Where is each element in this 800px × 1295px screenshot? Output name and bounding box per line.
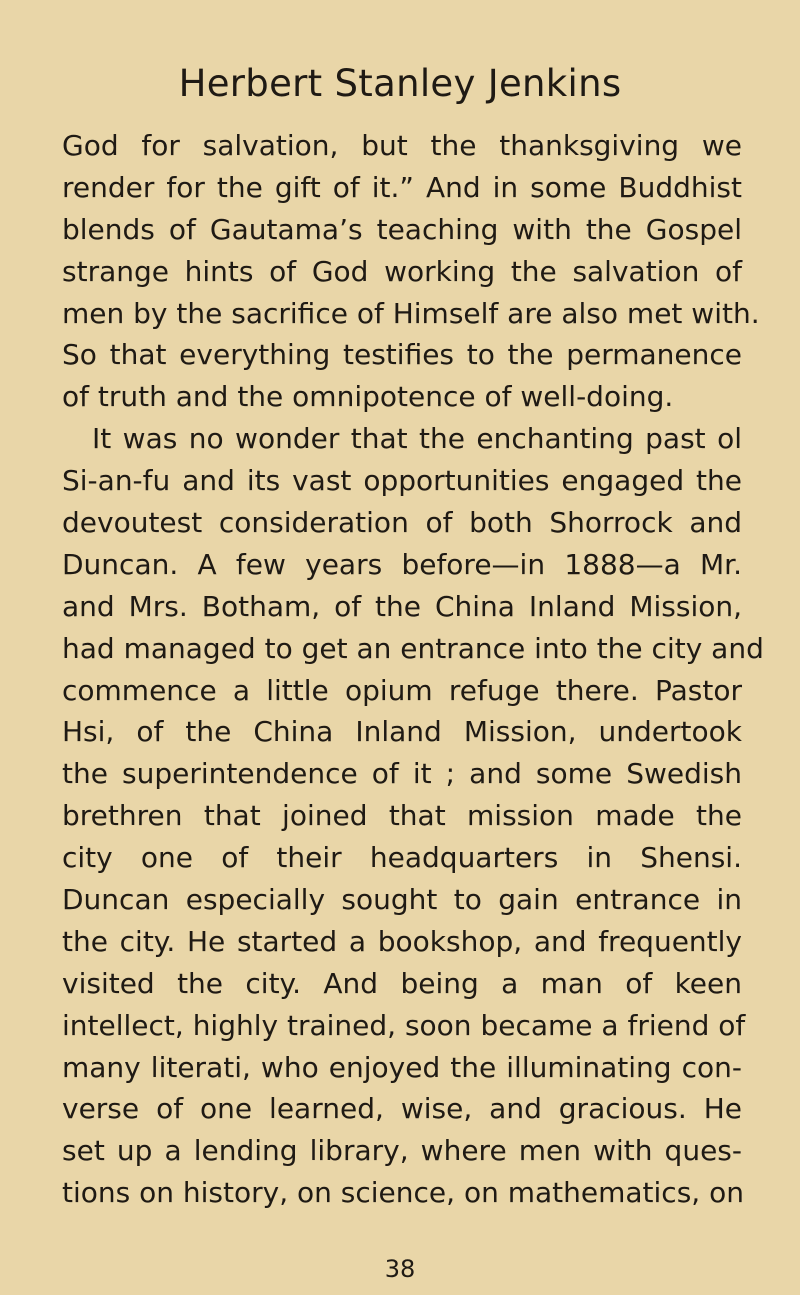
paragraph-start-line: It was no wonder that the enchanting past ol — [92, 422, 742, 456]
text-line: men by the sacrifice of Himself are also met with. — [62, 296, 760, 330]
text-line: Hsi, of the China Inland Mission, undertook — [62, 715, 742, 749]
text-line: the superintendence of it ; and some Swedish — [62, 757, 742, 791]
text-line: brethren that joined that mission made the — [62, 799, 742, 833]
text-line: city one of their headquarters in Shensi. — [62, 841, 742, 875]
text-line: had managed to get an entrance into the city and — [62, 631, 764, 665]
text-line: blends of Gautama’s teaching with the Gospel — [62, 212, 742, 246]
text-line: So that everything testifies to the permanence — [62, 338, 742, 372]
text-line: Si-an-fu and its vast opportunities engaged the — [62, 464, 742, 498]
text-line: Duncan especially sought to gain entrance in — [62, 883, 742, 917]
text-line: verse of one learned, wise, and gracious. He — [62, 1092, 742, 1126]
running-head: Herbert Stanley Jenkins — [178, 62, 622, 105]
text-line: God for salvation, but the thanksgiving we — [62, 129, 742, 162]
text-line: visited the city. And being a man of keen — [62, 966, 742, 1000]
text-line: Duncan. A few years before—in 1888—a Mr. — [62, 547, 742, 581]
text-line: the city. He started a bookshop, and frequently — [62, 924, 742, 958]
text-line: strange hints of God working the salvation of — [62, 254, 742, 288]
page-number: 38 — [384, 1255, 416, 1283]
text-line: many literati, who enjoyed the illuminating con- — [62, 1050, 742, 1084]
text-line: and Mrs. Botham, of the China Inland Mission, — [62, 589, 742, 623]
text-line: set up a lending library, where men with ques- — [62, 1134, 742, 1168]
text-line: intellect, highly trained, soon became a friend of — [62, 1008, 746, 1042]
body-text — [62, 125, 764, 1214]
text-line: devoutest consideration of both Shorrock and — [62, 506, 742, 540]
text-line: commence a little opium refuge there. Pastor — [62, 673, 742, 707]
text-line: tions on history, on science, on mathematics, on — [62, 1176, 744, 1210]
text-line: render for the gift of it.” And in some Buddhist — [62, 170, 742, 204]
text-line: of truth and the omnipotence of well-doing. — [62, 380, 674, 414]
